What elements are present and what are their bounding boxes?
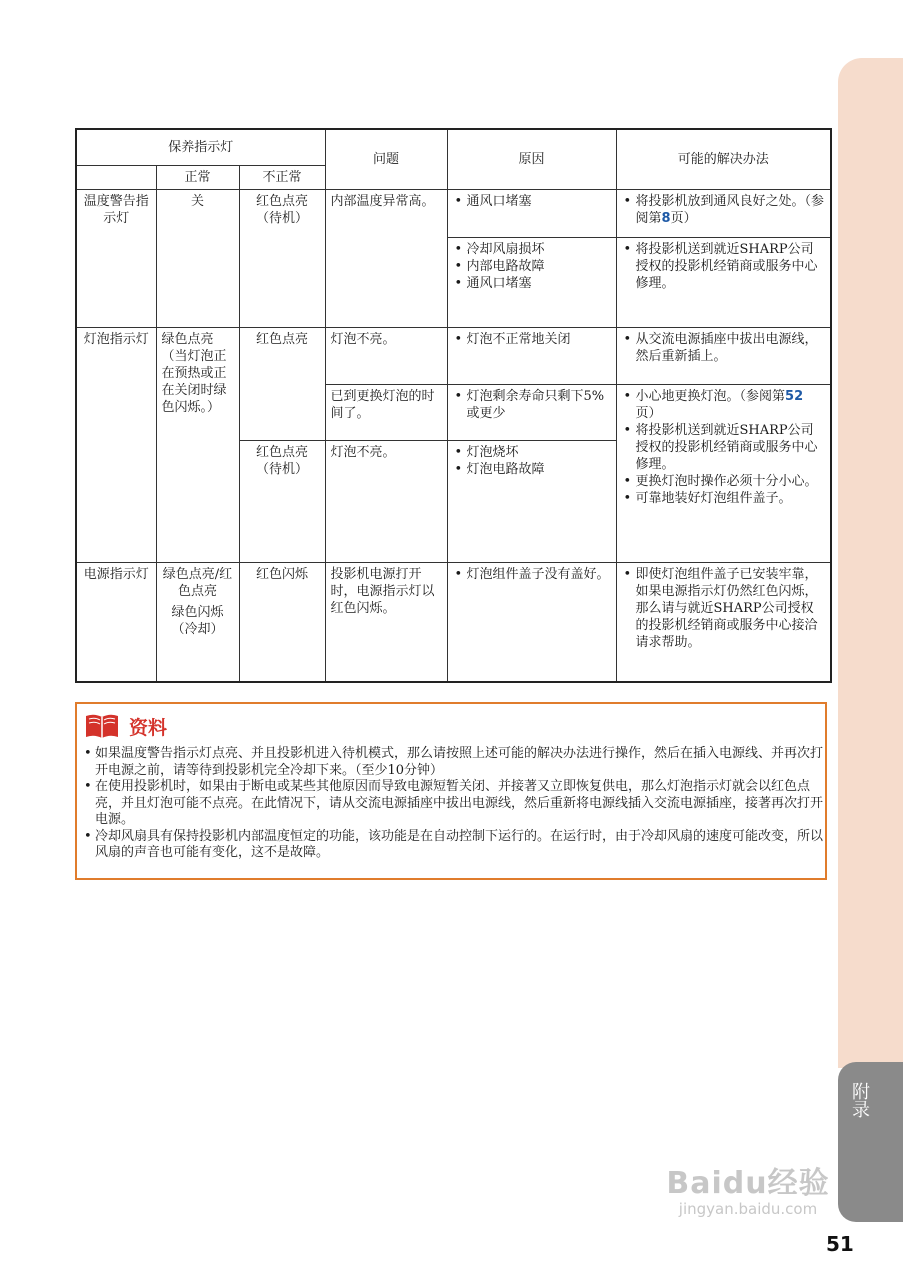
lamp-solution-2 (616, 384, 831, 562)
cause-item: • 灯泡组件盖子没有盖好。 (467, 566, 611, 583)
info-header (85, 710, 167, 742)
solution-text: 将投影机放到通风良好之处。（参阅第 (635, 193, 825, 226)
solution-text: 小心地更换灯泡。（参阅第 (635, 388, 786, 404)
header-problem: 问题 (325, 129, 447, 189)
page-ref-link[interactable]: 8 (661, 210, 671, 226)
cause-item: • 灯泡电路故障 (467, 461, 611, 478)
info-title: 资料 (129, 716, 168, 739)
header-indicator-group: 保养指示灯 (76, 129, 325, 165)
lamp-cause-3 (447, 440, 616, 562)
temp-solution-1 (616, 189, 831, 237)
lamp-cause-2 (447, 384, 616, 440)
header-normal: 正常 (156, 165, 239, 189)
header-solution: 可能的解决办法 (616, 129, 831, 189)
solution-item: • 可靠地装好灯泡组件盖子。 (636, 490, 826, 507)
indicator-name-temp: 温度警告指示灯 (76, 189, 156, 327)
watermark-logo: Baidu经验 (666, 1166, 830, 1201)
watermark-url: jingyan.baidu.com (678, 1200, 818, 1218)
info-item: • 冷却风扇具有保持投影机内部温度恒定的功能，该功能是在自动控制下运行的。在运行时，由于冷却风扇的速度可能改变，所以风扇的声音也可能有变化，这不是故障。 (95, 829, 827, 862)
indicator-name-lamp: 灯泡指示灯 (76, 327, 156, 562)
header-cause: 原因 (447, 129, 616, 189)
info-item: • 如果温度警告指示灯点亮、并且投影机进入待机模式，那么请按照上述可能的解决办法进行操作，然后在插入电源线、并再次打开电源之前，请等待到投影机完全冷却下来。（至少10分钟） (95, 746, 827, 779)
lamp-abnormal-state-2: 红色点亮（待机） (239, 440, 325, 562)
solution-item (636, 193, 826, 227)
lamp-cause-1 (447, 327, 616, 384)
temp-cause-1 (447, 189, 616, 237)
info-item: • 在使用投影机时，如果由于断电或某些其他原因而导致电源短暂关闭、并接著又立即恢复供电，那么灯泡指示灯就会以红色点亮，并且灯泡可能不点亮。在此情况下，请从交流电源插座中拔出电源线，然后重新将电源线插入交流电源插座，接著再次打开电源。 (95, 779, 827, 829)
watermark (648, 1158, 848, 1218)
indicator-name-power: 电源指示灯 (76, 562, 156, 682)
info-note-box (75, 702, 827, 880)
temp-cause-2 (447, 237, 616, 327)
temp-problem: 内部温度异常高。 (325, 189, 447, 327)
lamp-problem-2: 已到更换灯泡的时间了。 (325, 384, 447, 440)
lamp-problem-1: 灯泡不亮。 (325, 327, 447, 384)
cause-item: • 灯泡剩余寿命只剩下5%或更少 (467, 388, 611, 422)
header-abnormal: 不正常 (239, 165, 325, 189)
cause-item: • 通风口堵塞 (467, 193, 611, 210)
lamp-normal-state: 绿色点亮（当灯泡正在预热或正在关闭时绿色闪烁。） (156, 327, 239, 562)
solution-item: • 更换灯泡时操作必须十分小心。 (636, 473, 826, 490)
power-solution (616, 562, 831, 682)
temp-solution-2 (616, 237, 831, 327)
cause-item: • 灯泡烧坏 (467, 444, 611, 461)
lamp-problem-3: 灯泡不亮。 (325, 440, 447, 562)
cause-item: • 通风口堵塞 (467, 275, 611, 292)
power-problem: 投影机电源打开时，电源指示灯以红色闪烁。 (325, 562, 447, 682)
page-ref-link[interactable]: 52 (785, 388, 804, 404)
temp-normal-state: 关 (156, 189, 239, 327)
page-number: 51 (826, 1232, 854, 1256)
side-tab-background (838, 58, 903, 1068)
lamp-abnormal-state-1: 红色点亮 (239, 327, 325, 440)
temp-abnormal-state: 红色点亮（待机） (239, 189, 325, 327)
book-icon (85, 713, 119, 739)
solution-text-end: 页） (670, 210, 697, 226)
solution-item: • 从交流电源插座中拔出电源线，然后重新插上。 (636, 331, 826, 365)
cause-item: • 灯泡不正常地关闭 (467, 331, 611, 348)
cause-item: • 内部电路故障 (467, 258, 611, 275)
cause-item: • 冷却风扇损坏 (467, 241, 611, 258)
lamp-solution-1 (616, 327, 831, 384)
power-abnormal-state: 红色闪烁 (239, 562, 325, 682)
troubleshooting-table (75, 128, 832, 683)
solution-item: • 将投影机送到就近SHARP公司授权的投影机经销商或服务中心修理。 (636, 241, 826, 292)
power-normal-state (156, 562, 239, 682)
solution-item (636, 388, 826, 422)
power-cause (447, 562, 616, 682)
solution-item: • 将投影机送到就近SHARP公司授权的投影机经销商或服务中心修理。 (636, 422, 826, 473)
solution-item: • 即使灯泡组件盖子已安装牢靠，如果电源指示灯仍然红色闪烁，那么请与就近SHARP公司授权的投影机经销商或服务中心接洽请求帮助。 (636, 566, 826, 651)
section-tab-label: 附录 (849, 1082, 870, 1118)
power-normal-state-1: 绿色点亮/红色点亮 (162, 566, 233, 599)
solution-text-end: 页） (635, 405, 662, 421)
info-list (83, 746, 827, 862)
header-empty (76, 165, 156, 189)
power-normal-state-2: 绿色闪烁（冷却） (171, 604, 224, 637)
